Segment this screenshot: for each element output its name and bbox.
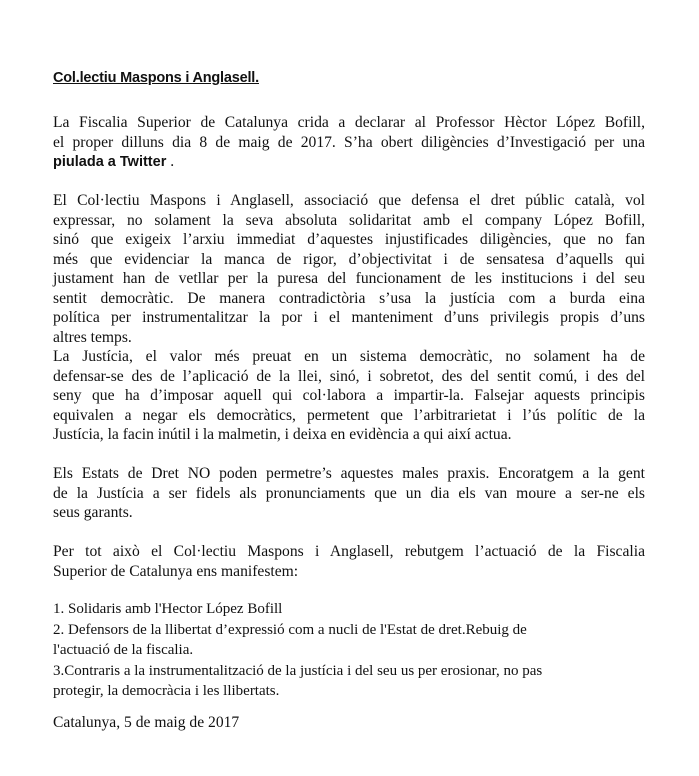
document-title: Col.lectiu Maspons i Anglasell. bbox=[53, 70, 259, 86]
text-line: el proper dilluns dia 8 de maig de 2017. S’ha obert diligències d’Investigació per una bbox=[53, 133, 645, 151]
text-line: Justícia, la facin inútil i la malmetin, i deixa en evidència a qui així actua. bbox=[53, 426, 512, 443]
text-fragment: . bbox=[166, 153, 175, 170]
text-line: expressar, no solament la seva absoluta solidaritat amb el company López Bofill, bbox=[53, 211, 645, 229]
list-item: 1. Solidaris amb l'Hector López Bofill bbox=[53, 601, 283, 617]
list-item: 2. Defensors de la llibertat d’expressió com a nucli de l'Estat de dret.Rebuig de bbox=[53, 621, 527, 638]
paragraph-solidarity bbox=[53, 191, 645, 347]
text-line: política per instrumentalitzar la por i el manteniment d’uns privilegis propis d’uns bbox=[53, 309, 645, 326]
list-item-continuation: protegir, la democràcia i les llibertats. bbox=[53, 683, 280, 699]
text-line: Superior de Catalunya ens manifestem: bbox=[53, 562, 299, 580]
text-line bbox=[53, 152, 645, 173]
text-line: Per tot això el Col·lectiu Maspons i Anglasell, rebutgem l’actuació de la Fiscalia bbox=[53, 543, 645, 560]
text-line: La Fiscalia Superior de Catalunya crida a declarar al Professor Hèctor López Bofill, bbox=[53, 114, 645, 131]
text-line: defensar-se des de l’aplicació de la llei, sinó, i sobretot, des del sentit comú, i des del bbox=[53, 367, 645, 385]
paragraph-intro bbox=[53, 113, 645, 173]
text-line: sinó que exigeix l’arxiu immediat d’aquestes injustificades diligències, que no fan bbox=[53, 231, 645, 248]
text-line: Els Estats de Dret NO poden permetre’s aquestes males praxis. Encoratgem a la gent bbox=[53, 465, 645, 482]
list-item-continuation: l'actuació de la fiscalia. bbox=[53, 642, 194, 658]
text-line: seus garants. bbox=[53, 504, 133, 521]
paragraph-rule-of-law bbox=[53, 464, 645, 523]
text-line: equivalen a negar els democràtics, permetent que l’arbitrarietat i l’ús polític de la bbox=[53, 406, 645, 424]
text-line: més que evidenciar la manca de rigor, d’objectivitat i de sensatesa d’aquells qui bbox=[53, 250, 645, 268]
text-line: La Justícia, el valor més preuat en un sistema democràtic, no solament ha de bbox=[53, 348, 645, 365]
text-line: sentit democràtic. De manera contradictòria s’usa la justícia com a burda eina bbox=[53, 289, 645, 307]
manifesto-list bbox=[53, 599, 613, 702]
paragraph-conclusion bbox=[53, 542, 645, 581]
text-line: altres temps. bbox=[53, 328, 132, 346]
text-line: de la Justícia a ser fidels als pronunciaments que un dia els van moure a ser-ne els bbox=[53, 484, 645, 502]
list-item: 3.Contraris a la instrumentalització de la justícia i del seu us per erosionar, no pas bbox=[53, 662, 543, 679]
text-line: seny que ha d’imposar aquell qui col·labora a impartir-la. Falsejar aquests principis bbox=[53, 387, 645, 404]
paragraph-justice bbox=[53, 347, 645, 445]
text-line: justament han de vetllar per la puresa del funcionament de les institucions i del seu bbox=[53, 270, 645, 287]
emphasis-twitter: piulada a Twitter bbox=[53, 154, 167, 170]
text-line: El Col·lectiu Maspons i Anglasell, associació que defensa el dret públic català, vol bbox=[53, 192, 645, 209]
closing-date: Catalunya, 5 de maig de 2017 bbox=[53, 714, 240, 731]
